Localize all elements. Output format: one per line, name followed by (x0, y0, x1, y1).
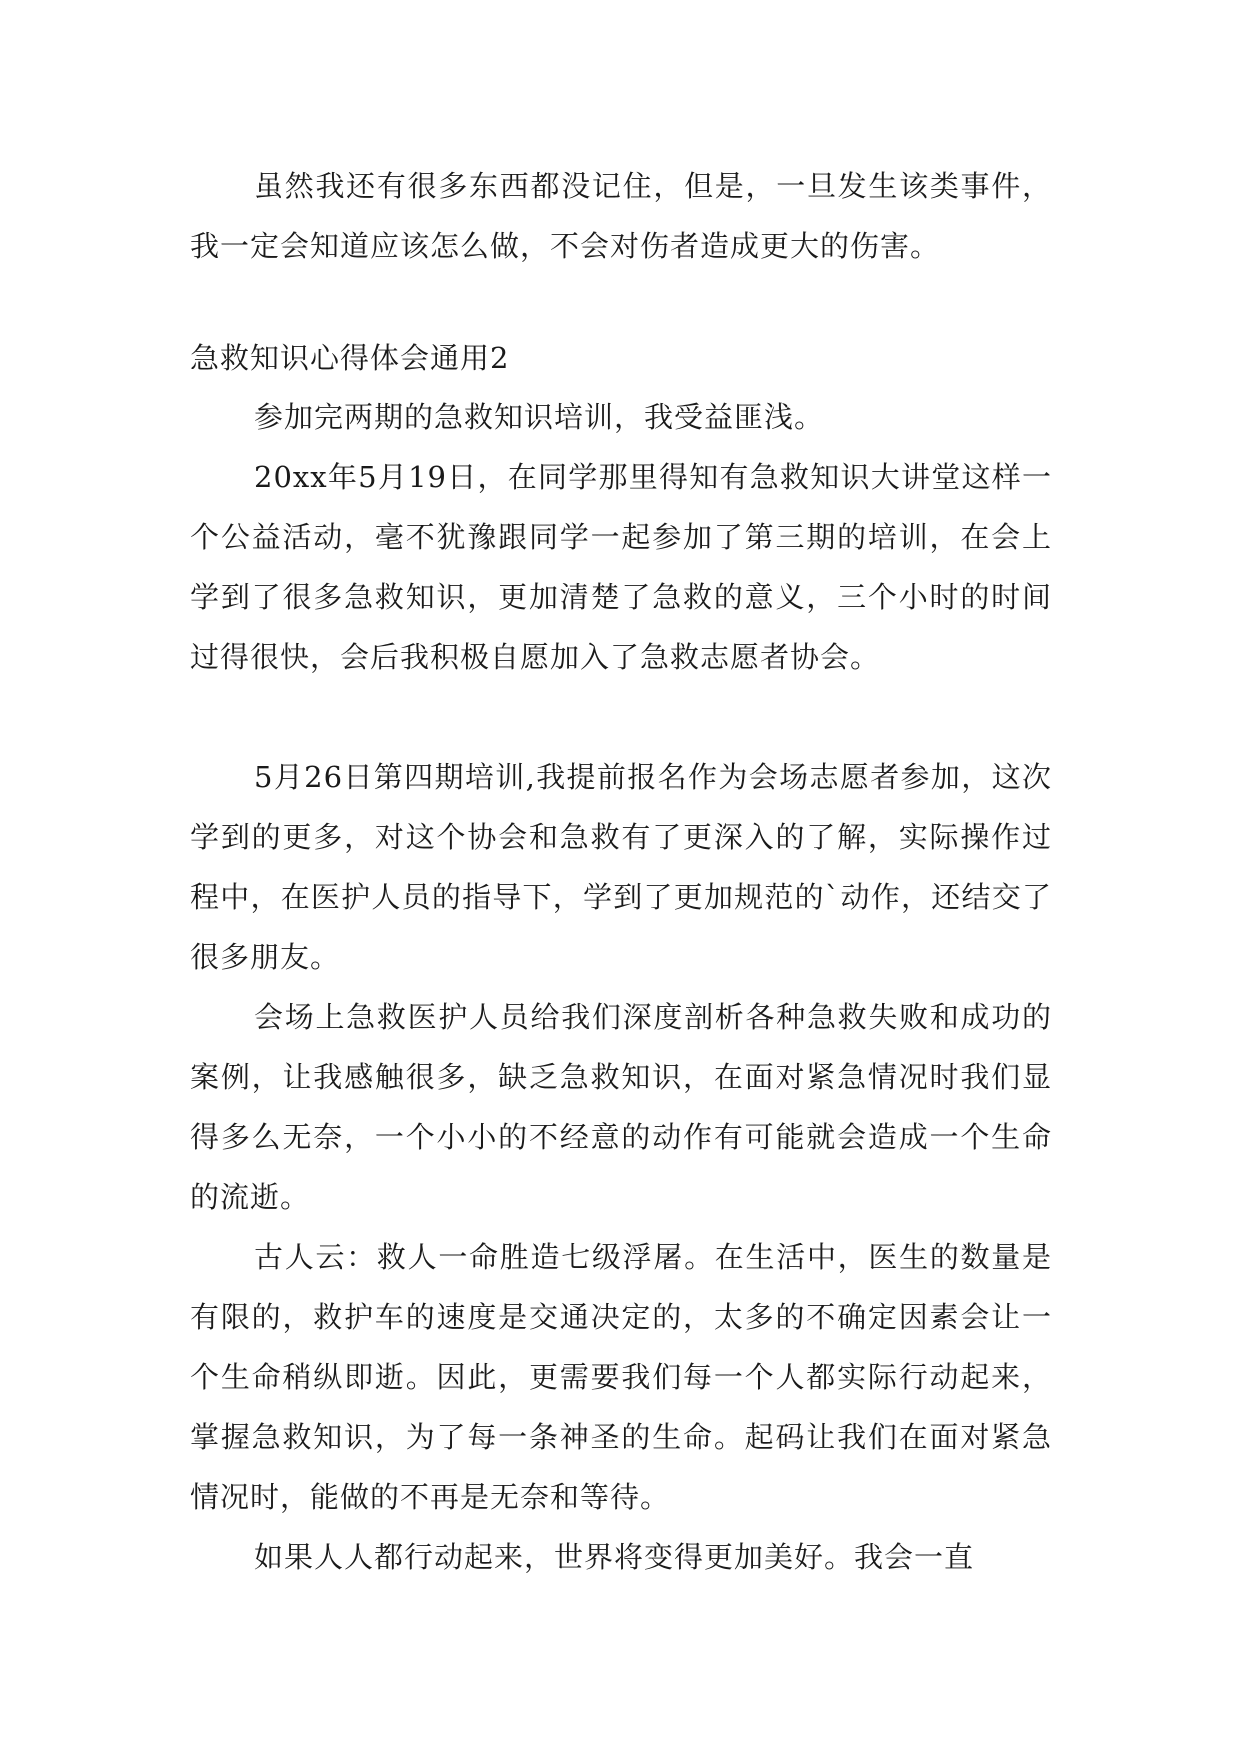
paragraph-6: 如果人人都行动起来，世界将变得更加美好。我会一直 (254, 1540, 975, 1574)
paragraph-1: 参加完两期的急救知识培训，我受益匪浅。 (254, 400, 825, 434)
paragraph-5: 古人云：救人一命胜造七级浮屠。在生活中，医生的数量是有限的，救护车的速度是交通决定的，太多的不确定因素会让一个生命稍纵即逝。因此，更需要我们每一个人都实际行动起来，掌握急救知识，为了每一条神圣的生命。起码让我们在面对紧急情况时，能做的不再是无奈和等待。 (190, 1240, 1052, 1514)
paragraph-4: 会场上急救医护人员给我们深度剖析各种急救失败和成功的案例，让我感触很多，缺乏急救知识，在面对紧急情况时我们显得多么无奈，一个小小的不经意的动作有可能就会造成一个生命的流逝。 (190, 1000, 1052, 1214)
section-title: 急救知识心得体会通用2 (190, 341, 510, 375)
paragraph-3: 5月26日第四期培训,我提前报名作为会场志愿者参加，这次学到的更多，对这个协会和急救有了更深入的了解，实际操作过程中，在医护人员的指导下，学到了更加规范的`动作，还结交了很多朋友。 (190, 760, 1052, 974)
intro-paragraph: 虽然我还有很多东西都没记住，但是，一旦发生该类事件，我一定会知道应该怎么做，不会对伤者造成更大的伤害。 (190, 169, 1052, 263)
paragraph-2: 20xx年5月19日，在同学那里得知有急救知识大讲堂这样一个公益活动，毫不犹豫跟同学一起参加了第三期的培训，在会上学到了很多急救知识，更加清楚了急救的意义，三个小时的时间过得很快，会后我积极自愿加入了急救志愿者协会。 (190, 460, 1052, 674)
